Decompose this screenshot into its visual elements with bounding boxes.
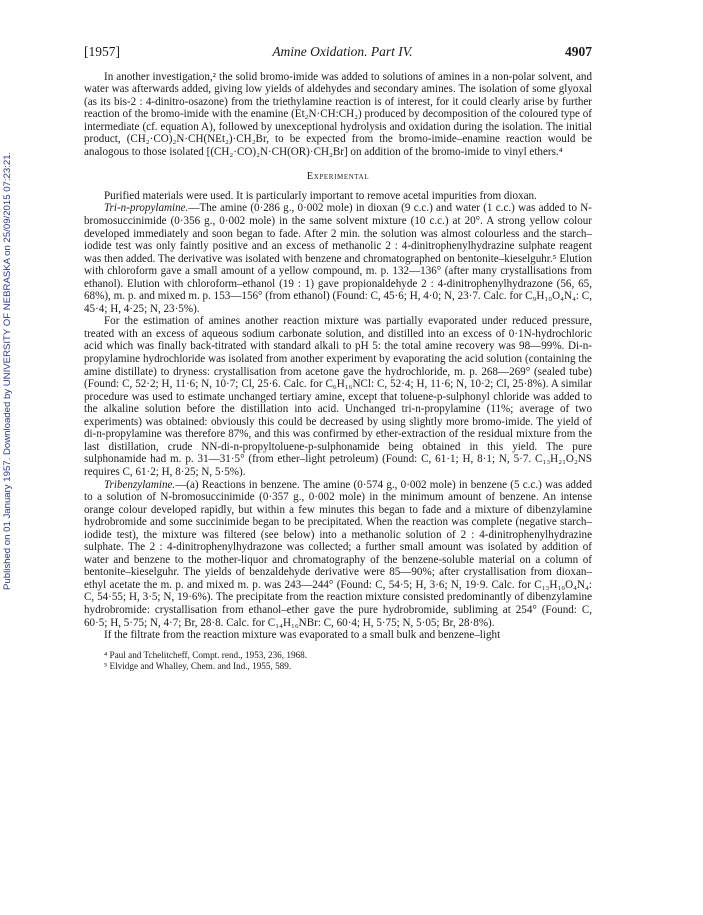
footnote-5: ⁵ Elvidge and Whalley, Chem. and Ind., 1955, 589. xyxy=(104,660,292,671)
paragraph-amine-estimation xyxy=(84,315,592,478)
paragraph-text: —(a) Reactions in benzene. The amine (0·574 g., 0·002 mole) in benzene (5 c.c.) was added to a solution of N-bromosuccinimide (0·357 g., 0·002 mole) in the minimum amount of benzene. An intense orange colour developed rapidly, but within a few minutes this began to fade and a mixture of dibenzylamine hydrobromide and some succinimide began to be precipitated. When the reaction was complete (negative starch–iodide test), the mixture was filtered (see below) into a methanolic solution of 2 : 4-dinitrophenylhydrazine sulphate. The 2 : 4-dinitrophenylhydrazone was collected; a further small amount was isolated by addition of water and benzene to the mother-liquor and chromatography of the benzene-soluble material on a column of bentonite–kieselguhr. The yields of benzaldehyde derivative were 85—90%; after crystallisation from dioxan–ethyl acetate the m. p. and mixed m. p. was 243—244° (Found: C, 54·5; H, 3·6; N, 19·9. Calc. for C₁₃H₁₀O₄N₄: C, 54·55; H, 3·5; N, 19·6%). The precipitate from the reaction mixture consisted predominantly of dibenzylamine hydrobromide: crystallisation from ethanol–ether gave the pure hydrobromide, subliming at 254° (Found: C, 60·5; H, 5·75; N, 4·7; Br, 28·8. Calc. for C₁₄H₁₆NBr: C, 60·4; H, 5·75; N, 5·05; Br, 28·8%). xyxy=(84,478,592,629)
footnote-4: ⁴ Paul and Tchelitcheff, Compt. rend., 1953, 236, 1968. xyxy=(104,649,308,660)
header-page-number: 4907 xyxy=(564,44,592,59)
paragraph-heading: Tribenzylamine. xyxy=(104,478,176,491)
paragraph-text: Purified materials were used. It is particularly important to remove acetal impurities from dioxan. xyxy=(104,189,537,202)
intro-paragraph: In another investigation,² the solid bromo-imide was added to solutions of amines in a non-polar solvent, and water was afterwards added, giving low yields of aldehydes and secondary amines. The isolation of some glyoxal (as its bis-2 : 4-dinitro-osazone) from the triethylamine reaction is of interest, for it could clearly arise by further reaction of the bromo-imide with the enamine (Et₂N·CH:CH₂) produced by decomposition of the coloured type of intermediate (cf. equation A), followed by unexceptional hydrolysis and oxidation during the isolation. The initial product, (CH₂·CO)₂N·CH(NEt₂)·CH₂Br, to be expected from the bromo-imide–enamine reaction would be analogous to those isolated [(CH₂·CO)₂N·CH(OR)·CH₂Br] on addition of the bromo-imide to vinyl ethers.⁴ xyxy=(84,70,592,158)
section-heading: Experimental xyxy=(306,171,370,183)
paragraph-heading: Tri-n-propylamine. xyxy=(104,202,189,215)
running-header xyxy=(84,46,592,59)
download-watermark xyxy=(2,120,16,590)
paragraph-tripropylamine xyxy=(84,202,592,315)
download-watermark-text: Published on 01 January 1957. Downloaded by UNIVERSITY OF NEBRASKA on 25/09/2015 07:23:21. xyxy=(2,151,13,590)
journal-page xyxy=(84,46,592,672)
paragraph-text: If the filtrate from the reaction mixture was evaporated to a small bulk and benzene–light xyxy=(104,629,501,642)
paragraph-purification xyxy=(84,190,592,203)
header-year: [1957] xyxy=(84,44,120,59)
paragraph-filtrate xyxy=(84,629,592,642)
footnotes xyxy=(84,650,592,672)
paragraph-text: —The amine (0·286 g., 0·002 mole) in dioxan (9 c.c.) and water (1 c.c.) was added to N-bromosuccinimide (0·356 g., 0·002 mole) in the same solvent mixture (10 c.c.) at 20°. A strong yellow colour developed immediately and soon began to fade. After 2 min. the solution was almost colourless and the starch–iodide test was only faintly positive and an excess of methanolic 2 : 4-dinitrophenylhydrazine sulphate reagent was then added. The derivative was isolated with benzene and chromatographed on bentonite–kieselguhr.⁵ Elution with chloroform gave a small amount of a yellow compound, m. p. 132—136° (after many crystallisations from ethanol). Elution with chloroform–ethanol (19 : 1) gave propionaldehyde 2 : 4-dinitrophenylhydrazone (56, 65, 68%), m. p. and mixed m. p. 153—156° (from ethanol) (Found: C, 45·6; H, 4·0; N, 23·7. Calc. for C₉H₁₀O₄N₄: C, 45·4; H, 4·25; N, 23·5%). xyxy=(84,202,592,315)
header-title: Amine Oxidation. Part IV. xyxy=(272,44,413,59)
paragraph-text: For the estimation of amines another reaction mixture was partially evaporated under reduced pressure, treated with an excess of aqueous sodium carbonate solution, and distilled into an excess of 0·1N-hydrochloric acid which was finally back-titrated with standard alkali to pH 5: the total amine recovery was 98—99%. Di-n-propylamine hydrochloride was isolated from another experiment by evaporating the acid solution (containing the amine distillate) to dryness: crystallisation from acetone gave the hydrochloride, m. p. 268—269° (sealed tube) (Found: C, 52·2; H, 11·6; N, 10·7; Cl, 25·6. Calc. for C₆H₁₆NCl: C, 52·4; H, 11·6; N, 10·2; Cl, 25·8%). A similar procedure was used to estimate unchanged tertiary amine, except that toluene-p-sulphonyl chloride was added to the alkaline solution before the distillation into acid. Unchanged tri-n-propylamine (11%; average of two experiments) was obtained: obviously this could be decreased by using slightly more bromo-imide. The yield of di-n-propylamine was therefore 87%, and this was confirmed by ether-extraction of the residual mixture from the last distillation, crude NN-di-n-propyltoluene-p-sulphonamide being obtained in this yield. The pure sulphonamide had m. p. 31—31·5° (from ether–light petroleum) (Found: C, 61·1; H, 8·1; N, 5·7. C₁₃H₂₁O₂NS requires C, 61·2; H, 8·25; N, 5·5%). xyxy=(84,315,592,478)
paragraph-tribenzylamine xyxy=(84,479,592,630)
